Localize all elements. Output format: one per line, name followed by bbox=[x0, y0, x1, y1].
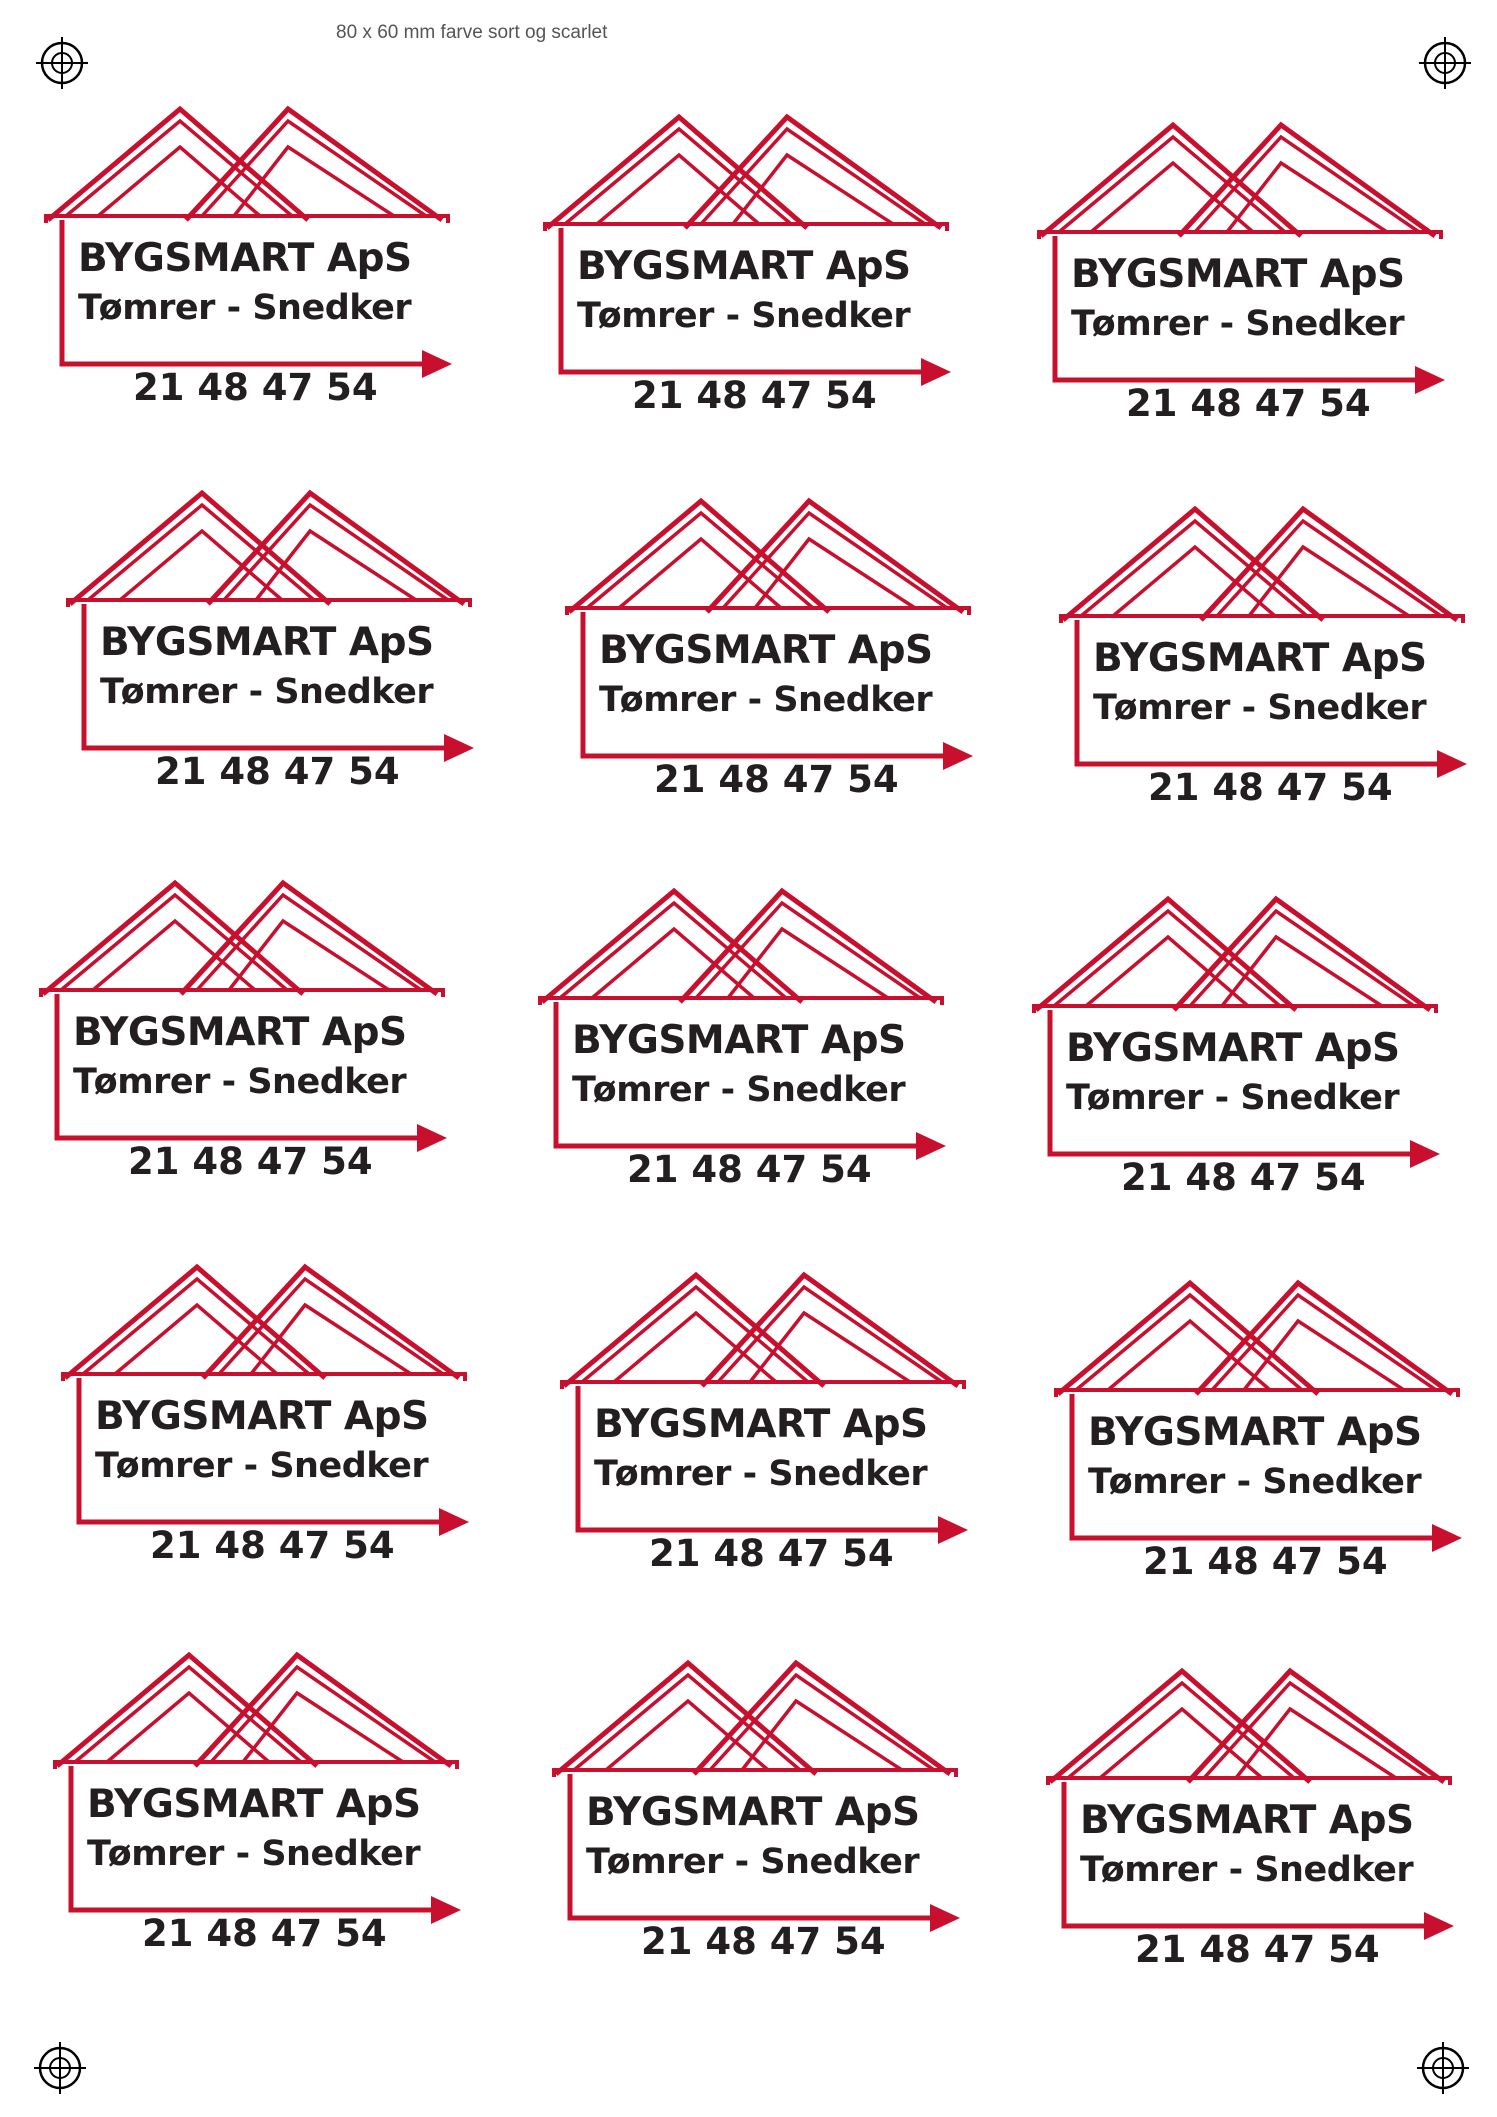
phone-number: 21 48 47 54 bbox=[632, 374, 877, 417]
registration-mark-bottom-left bbox=[32, 2040, 88, 2096]
registration-mark-bottom-right bbox=[1415, 2040, 1471, 2096]
company-name: BYGSMART ApS bbox=[572, 1018, 906, 1063]
crosshair-icon bbox=[32, 2040, 88, 2096]
sticker-label-r1-c1 bbox=[38, 100, 458, 420]
phone-number: 21 48 47 54 bbox=[627, 1148, 872, 1191]
trade-text: Tømrer - Snedker bbox=[577, 296, 911, 336]
phone-number: 21 48 47 54 bbox=[128, 1140, 373, 1183]
company-name: BYGSMART ApS bbox=[586, 1790, 920, 1835]
trade-text: Tømrer - Snedker bbox=[95, 1446, 429, 1486]
sticker-label-r4-c2 bbox=[554, 1266, 974, 1586]
phone-number: 21 48 47 54 bbox=[155, 750, 400, 793]
company-name: BYGSMART ApS bbox=[1093, 636, 1427, 681]
crosshair-icon bbox=[34, 35, 90, 91]
trade-text: Tømrer - Snedker bbox=[87, 1834, 421, 1874]
trade-text: Tømrer - Snedker bbox=[1080, 1850, 1414, 1890]
registration-mark-top-right bbox=[1417, 35, 1473, 91]
phone-number: 21 48 47 54 bbox=[654, 758, 899, 801]
company-name: BYGSMART ApS bbox=[1088, 1410, 1422, 1455]
trade-text: Tømrer - Snedker bbox=[1066, 1078, 1400, 1118]
company-name: BYGSMART ApS bbox=[599, 628, 933, 673]
print-spec-note: 80 x 60 mm farve sort og scarlet bbox=[336, 22, 608, 43]
sticker-label-r1-c2 bbox=[537, 108, 957, 428]
sticker-label-r2-c1 bbox=[60, 484, 480, 804]
sticker-label-r4-c3 bbox=[1048, 1274, 1468, 1594]
phone-number: 21 48 47 54 bbox=[1121, 1156, 1366, 1199]
trade-text: Tømrer - Snedker bbox=[73, 1062, 407, 1102]
phone-number: 21 48 47 54 bbox=[150, 1524, 395, 1567]
trade-text: Tømrer - Snedker bbox=[1088, 1462, 1422, 1502]
trade-text: Tømrer - Snedker bbox=[78, 288, 412, 328]
company-name: BYGSMART ApS bbox=[100, 620, 434, 665]
sticker-label-r3-c3 bbox=[1026, 890, 1446, 1210]
trade-text: Tømrer - Snedker bbox=[586, 1842, 920, 1882]
company-name: BYGSMART ApS bbox=[1071, 252, 1405, 297]
sticker-label-r5-c3 bbox=[1040, 1662, 1460, 1982]
sticker-label-r5-c2 bbox=[546, 1654, 966, 1974]
company-name: BYGSMART ApS bbox=[73, 1010, 407, 1055]
sticker-label-r2-c2 bbox=[559, 492, 979, 812]
phone-number: 21 48 47 54 bbox=[1135, 1928, 1380, 1971]
registration-mark-top-left bbox=[34, 35, 90, 91]
phone-number: 21 48 47 54 bbox=[142, 1912, 387, 1955]
trade-text: Tømrer - Snedker bbox=[1071, 304, 1405, 344]
phone-number: 21 48 47 54 bbox=[641, 1920, 886, 1963]
company-name: BYGSMART ApS bbox=[95, 1394, 429, 1439]
trade-text: Tømrer - Snedker bbox=[572, 1070, 906, 1110]
sticker-label-r3-c1 bbox=[33, 874, 453, 1194]
company-name: BYGSMART ApS bbox=[87, 1782, 421, 1827]
sticker-label-r3-c2 bbox=[532, 882, 952, 1202]
trade-text: Tømrer - Snedker bbox=[599, 680, 933, 720]
company-name: BYGSMART ApS bbox=[78, 236, 412, 281]
trade-text: Tømrer - Snedker bbox=[594, 1454, 928, 1494]
crosshair-icon bbox=[1415, 2040, 1471, 2096]
trade-text: Tømrer - Snedker bbox=[1093, 688, 1427, 728]
sticker-label-r2-c3 bbox=[1053, 500, 1473, 820]
phone-number: 21 48 47 54 bbox=[133, 366, 378, 409]
sticker-label-r5-c1 bbox=[47, 1646, 467, 1966]
phone-number: 21 48 47 54 bbox=[649, 1532, 894, 1575]
sticker-label-r4-c1 bbox=[55, 1258, 475, 1578]
trade-text: Tømrer - Snedker bbox=[100, 672, 434, 712]
phone-number: 21 48 47 54 bbox=[1143, 1540, 1388, 1583]
company-name: BYGSMART ApS bbox=[577, 244, 911, 289]
company-name: BYGSMART ApS bbox=[594, 1402, 928, 1447]
company-name: BYGSMART ApS bbox=[1066, 1026, 1400, 1071]
company-name: BYGSMART ApS bbox=[1080, 1798, 1414, 1843]
crosshair-icon bbox=[1417, 35, 1473, 91]
sticker-label-r1-c3 bbox=[1031, 116, 1451, 436]
phone-number: 21 48 47 54 bbox=[1148, 766, 1393, 809]
phone-number: 21 48 47 54 bbox=[1126, 382, 1371, 425]
